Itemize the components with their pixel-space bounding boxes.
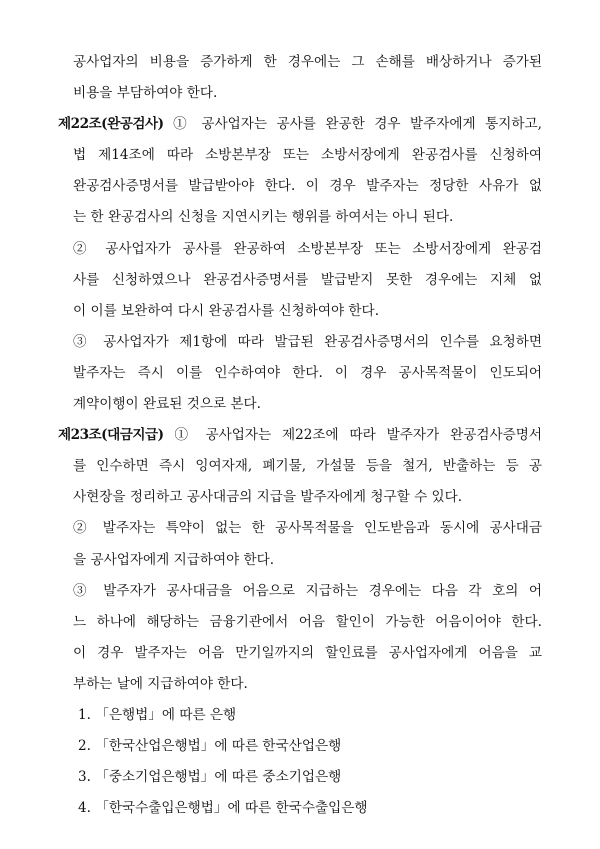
list-item: 1. 「은행법」에 따른 은행 bbox=[78, 706, 237, 723]
text-line: 완공검사증명서를 발급받아야 한다. 이 경우 발주자는 정당한 사유가 없 bbox=[73, 178, 542, 195]
text-line: 사현장을 정리하고 공사대금의 지급을 발주자에게 청구할 수 있다. bbox=[73, 489, 463, 506]
article-22-title: 제22조(완공검사) bbox=[58, 116, 164, 133]
text-line: 계약이행이 완료된 것으로 본다. bbox=[73, 396, 261, 413]
article-22-heading-line: 제22조(완공검사) ① 공사업자는 공사를 완공한 경우 발주자에게 통지하고, bbox=[58, 116, 542, 133]
text-line: 는 한 완공검사의 신청을 지연시키는 행위를 하여서는 아니 된다. bbox=[73, 209, 454, 226]
text-line: 이 이를 보완하여 다시 완공검사를 신청하여야 한다. bbox=[73, 302, 380, 319]
list-item: 4. 「한국수출입은행법」에 따른 한국수출입은행 bbox=[78, 800, 368, 817]
text-line: 이 경우 발주자는 어음 만기일까지의 할인료를 공사업자에게 어음을 교 bbox=[73, 644, 542, 661]
text-line: 부하는 날에 지급하여야 한다. bbox=[73, 675, 248, 692]
list-item: 2. 「한국산업은행법」에 따른 한국산업은행 bbox=[78, 738, 342, 755]
article-23-heading-line: 제23조(대금지급) ① 공사업자는 제22조에 따라 발주자가 완공검사증명서 bbox=[58, 427, 542, 444]
text-line: ③ 발주자가 공사대금을 어음으로 지급하는 경우에는 다음 각 호의 어 bbox=[73, 582, 542, 599]
text-line: 을 공사업자에게 지급하여야 한다. bbox=[73, 551, 275, 568]
article-23-title: 제23조(대금지급) bbox=[58, 427, 164, 444]
text-line: 느 하나에 해당하는 금융기관에서 어음 할인이 가능한 어음이어야 한다. bbox=[73, 613, 542, 630]
text-line: 비용을 부담하여야 한다. bbox=[73, 85, 218, 102]
text-line: 사를 신청하였으나 완공검사증명서를 발급받지 못한 경우에는 지체 없 bbox=[73, 271, 542, 288]
text-line: 를 인수하면 즉시 잉여자재, 폐기물, 가설물 등을 철거, 반출하는 등 공 bbox=[73, 458, 542, 475]
text-line: 발주자는 즉시 이를 인수하여야 한다. 이 경우 공사목적물이 인도되어 bbox=[73, 364, 542, 381]
text-line: ② 공사업자가 공사를 완공하여 소방본부장 또는 소방서장에게 완공검 bbox=[73, 240, 542, 257]
text-line: ③ 공사업자가 제1항에 따라 발급된 완공검사증명서의 인수를 요청하면 bbox=[73, 333, 542, 350]
text-line: 법 제14조에 따라 소방본부장 또는 소방서장에게 완공검사를 신청하여 bbox=[73, 147, 542, 164]
text-line: ② 발주자는 특약이 없는 한 공사목적물을 인도받음과 동시에 공사대금 bbox=[73, 520, 542, 537]
document-page bbox=[0, 47, 600, 824]
list-item: 3. 「중소기업은행법」에 따른 중소기업은행 bbox=[78, 769, 342, 786]
text-line: 공사업자의 비용을 증가하게 한 경우에는 그 손해를 배상하거나 증가된 bbox=[73, 54, 542, 70]
